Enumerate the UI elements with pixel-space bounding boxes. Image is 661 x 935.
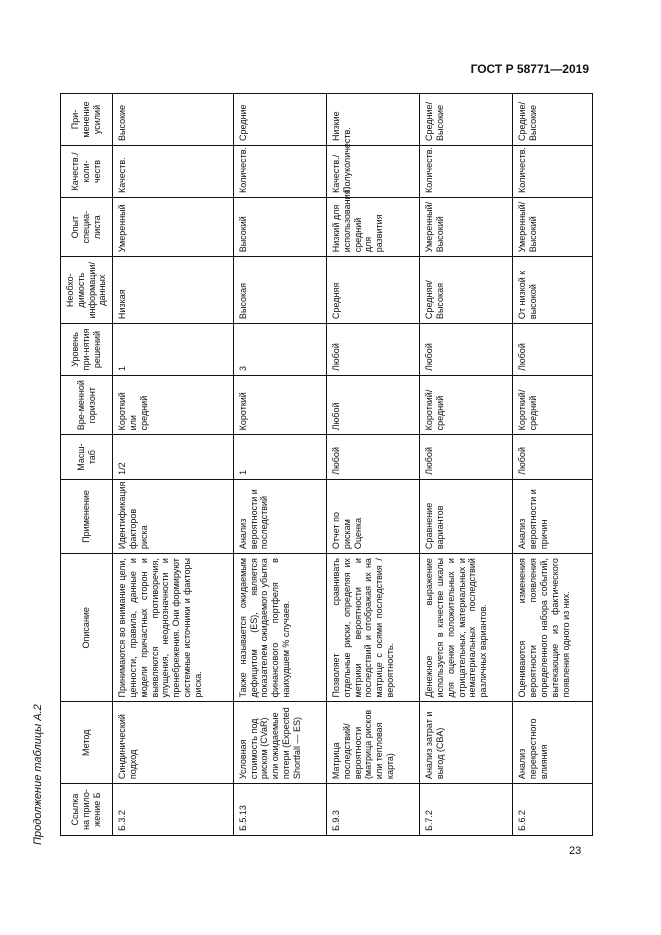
cell-scale: Любой [420,435,513,480]
cell-ref: Б.5.13 [233,784,326,836]
cell-data-need: От низкой к высокой [513,257,593,324]
methods-table [60,93,593,836]
cell-decision-level: Любой [326,324,419,376]
cell-expertise: Умеренный/ Высокий [420,197,513,256]
cell-decision-level: 3 [233,324,326,376]
cell-expertise: Умеренный/ Высокий [513,197,593,256]
table-caption: Продолжение таблицы А.2 [32,704,44,845]
cell-description: Оцениваются изменения вероятности появления определенного набора событий, вытекающие из фактического появления одного из них. [513,554,593,702]
cell-application: Сравнение вариантов [420,479,513,553]
cell-effort: Низкие [326,94,419,146]
header-method: Метод [61,702,113,784]
header-expertise: Опыт специа-листа [61,197,113,256]
cell-ref: Б.3.2 [113,784,234,836]
caption-container [32,675,48,845]
table-header-row [61,94,113,836]
cell-qual-quant: Количеств. [513,146,593,198]
cell-application: Отчет по рискам Оценка [326,479,419,553]
rotated-table-container [60,93,593,836]
cell-data-need: Высокая [233,257,326,324]
cell-description: Позволяет сравнивать отдельные риски, определяя их метрики вероятности и последствий и отображая их на матрице с осями последствия / вероятность. [326,554,419,702]
table-region [60,93,593,836]
cell-application: Анализ вероятности и последствий [233,479,326,553]
cell-method: Синдинический подход [113,702,234,784]
table-row [113,94,234,836]
cell-horizon: Любой [326,376,419,435]
cell-horizon: Короткий [233,376,326,435]
cell-description: Также называется ожидаемым дефицитом (ES), является показателем ожидаемого убытка финансового портфеля в наихудшем % случаев. [233,554,326,702]
cell-qual-quant: Количеств. [233,146,326,198]
cell-expertise: Высокий [233,197,326,256]
header-qual-quant: Качеств./ коли-честв [61,146,113,198]
cell-method: Условная стоимость под риском (CVaR) или ожидаемые потери (Expected Shortfall — ES) [233,702,326,784]
cell-scale: 1 [233,435,326,480]
cell-horizon: Короткий/ средний [513,376,593,435]
cell-description: Принимаются во внимание цели, ценности, правила, данные и модели причастных сторон и выявляются противоречия, упущения, неоднозначности и пренебрежения. Они формируют системные источники и факторы риска. [113,554,234,702]
cell-ref: Б.7.2 [420,784,513,836]
cell-data-need: Средняя [326,257,419,324]
cell-effort: Высокие [113,94,234,146]
header-decision-level: Уровень при-нятия решений [61,324,113,376]
cell-method: Анализ затрат и выгод (CBA) [420,702,513,784]
header-application: Применение [61,479,113,553]
cell-scale: Любой [513,435,593,480]
cell-horizon: Короткий/ средний [420,376,513,435]
cell-ref: Б.9.3 [326,784,419,836]
cell-application: Идентификация факторов риска [113,479,234,553]
cell-decision-level: Любой [420,324,513,376]
cell-data-need: Средняя/ Высокая [420,257,513,324]
cell-decision-level: Любой [513,324,593,376]
cell-scale: Любой [326,435,419,480]
cell-method: Матрица последствий/вероятности (матрица рисков или тепловая карта) [326,702,419,784]
cell-qual-quant: Качеств./ Полуколичеств. [326,146,419,198]
cell-application: Анализ вероятности и причин [513,479,593,553]
table-row [513,94,593,836]
page-number: 23 [569,845,582,857]
header-horizon: Вре-менной горизонт [61,376,113,435]
cell-description: Денежное выражение используется в качестве шкалы для оценки положительных и отрицательных, материальных и нематериальных последствий различных вариантов. [420,554,513,702]
header-description: Описание [61,554,113,702]
cell-effort: Средние/ Высокие [513,94,593,146]
cell-expertise: Низкий для использования, средний для развития [326,197,419,256]
table-row [326,94,419,836]
document-code: ГОСТ Р 58771—2019 [470,62,589,76]
cell-horizon: Короткий или средний [113,376,234,435]
header-effort: При-менение усилий [61,94,113,146]
cell-effort: Средние/ Высокие [420,94,513,146]
cell-effort: Средние [233,94,326,146]
table-row [420,94,513,836]
cell-expertise: Умеренный [113,197,234,256]
cell-method: Анализ перекрестного влияния [513,702,593,784]
table-row [233,94,326,836]
header-scale: Масш-таб [61,435,113,480]
cell-qual-quant: Количеств. [420,146,513,198]
cell-qual-quant: Качеств. [113,146,234,198]
header-data-need: Необхо-димость информации/ данных [61,257,113,324]
header-ref: Ссылка на прило-жение Б [61,784,113,836]
cell-ref: Б.6.2 [513,784,593,836]
cell-data-need: Низкая [113,257,234,324]
cell-decision-level: 1 [113,324,234,376]
cell-scale: 1/2 [113,435,234,480]
